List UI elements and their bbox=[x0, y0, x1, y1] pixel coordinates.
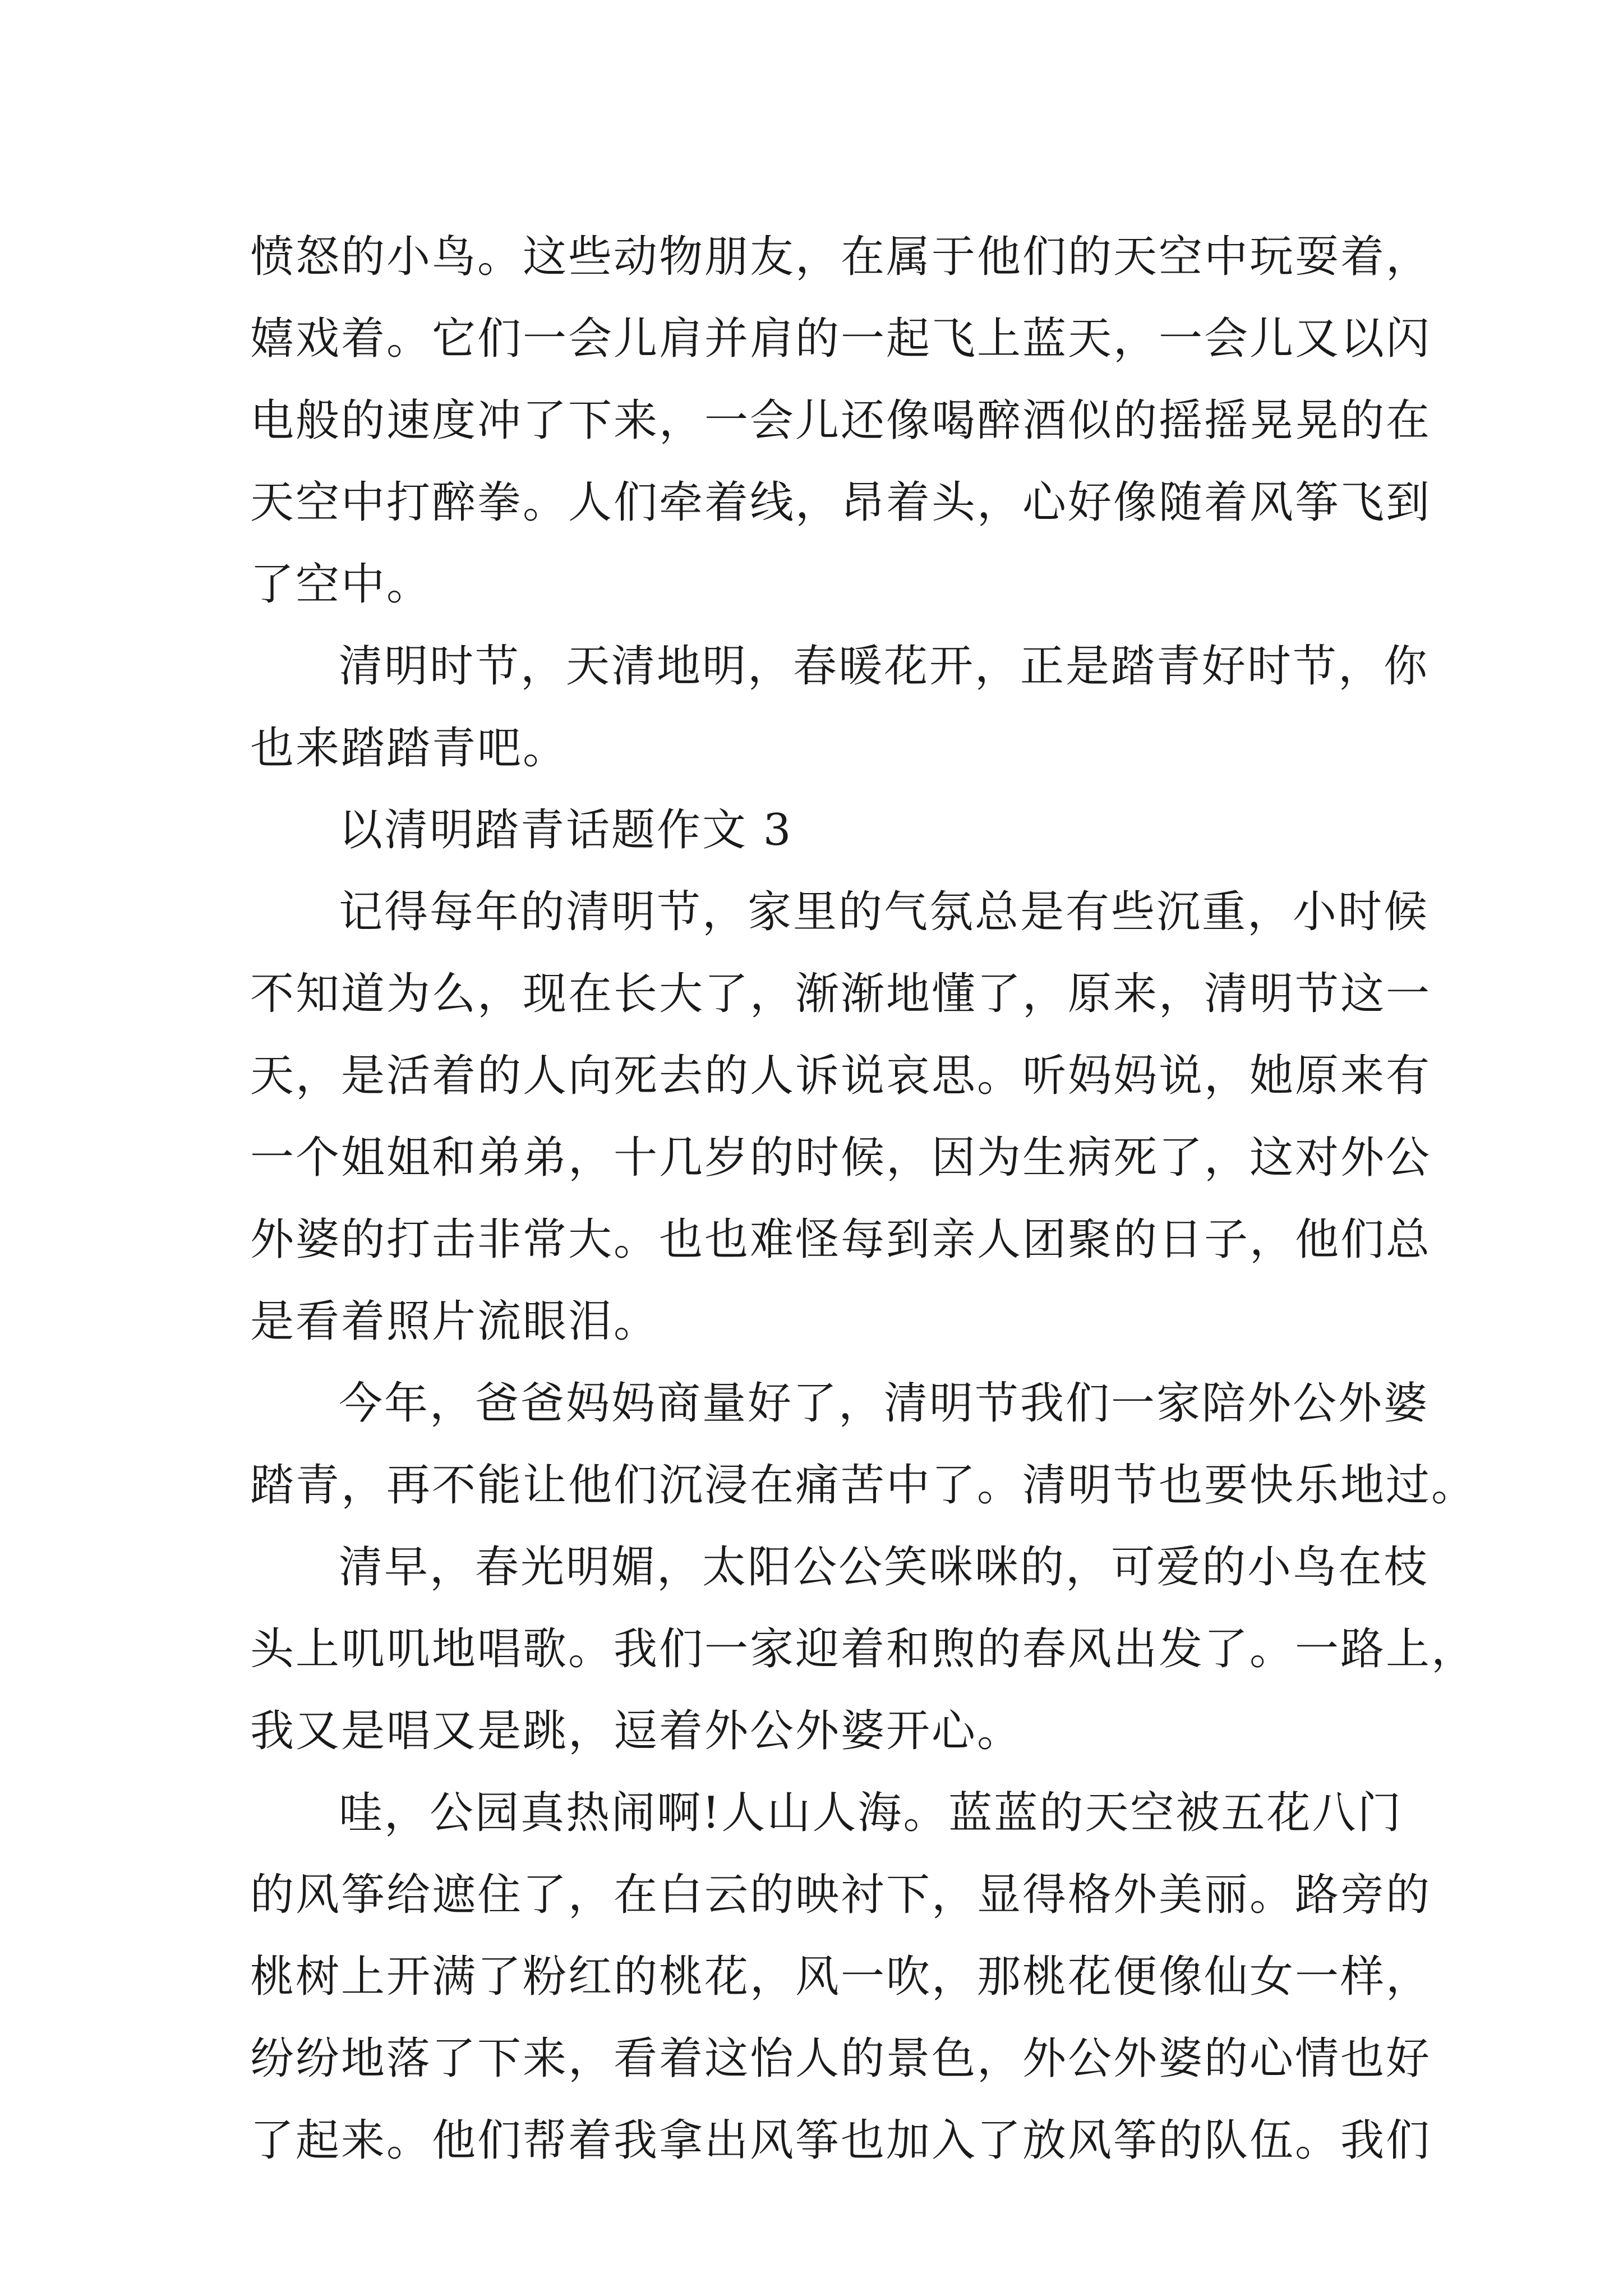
paragraph-first-line: 清明时节，天清地明，春暖花开，正是踏青好时节，你 bbox=[339, 641, 1430, 692]
body-line: 了起来。他们帮着我拿出风筝也加入了放风筝的队伍。我们 bbox=[250, 2115, 1432, 2166]
body-line: 是看着照片流眼泪。 bbox=[250, 1296, 660, 1347]
body-line: 电般的速度冲了下来，一会儿还像喝醉酒似的摇摇晃晃的在 bbox=[250, 395, 1432, 446]
body-line: 我又是唱又是跳，逗着外公外婆开心。 bbox=[250, 1706, 1023, 1756]
paragraph-first-line: 清早，春光明媚，太阳公公笑咪咪的，可爱的小鸟在枝 bbox=[339, 1542, 1430, 1593]
body-line: 踏青，再不能让他们沉浸在痛苦中了。清明节也要快乐地过。 bbox=[250, 1460, 1477, 1511]
body-line: 天，是活着的人向死去的人诉说哀思。听妈妈说，她原来有 bbox=[250, 1051, 1432, 1101]
paragraph-first-line: 今年，爸爸妈妈商量好了，清明节我们一家陪外公外婆 bbox=[339, 1378, 1430, 1429]
body-line: 的风筝给遮住了，在白云的映衬下，显得格外美丽。路旁的 bbox=[250, 1870, 1432, 1920]
paragraph-first-line: 哇，公园真热闹啊!人山人海。蓝蓝的天空被五花八门 bbox=[339, 1788, 1403, 1838]
body-line: 外婆的打击非常大。也也难怪每到亲人团聚的日子，他们总 bbox=[250, 1214, 1432, 1265]
body-line: 了空中。 bbox=[250, 559, 432, 610]
body-line: 也来踏踏青吧。 bbox=[250, 723, 569, 774]
body-line: 纷纷地落了下来，看着这怡人的景色，外公外婆的心情也好 bbox=[250, 2033, 1432, 2084]
body-line: 桃树上开满了粉红的桃花，风一吹，那桃花便像仙女一样， bbox=[250, 1952, 1432, 2002]
body-line: 愤怒的小鸟。这些动物朋友，在属于他们的天空中玩耍着， bbox=[250, 232, 1432, 282]
paragraph-first-line: 记得每年的清明节，家里的气氛总是有些沉重，小时候 bbox=[339, 887, 1430, 937]
section-heading: 以清明踏青话题作文 3 bbox=[339, 805, 793, 855]
body-line: 嬉戏着。它们一会儿肩并肩的一起飞上蓝天，一会儿又以闪 bbox=[250, 314, 1432, 364]
body-line: 一个姐姐和弟弟，十几岁的时候，因为生病死了，这对外公 bbox=[250, 1133, 1432, 1183]
body-line: 不知道为么，现在长大了，渐渐地懂了，原来，清明节这一 bbox=[250, 969, 1432, 1019]
body-line: 头上叽叽地唱歌。我们一家迎着和煦的春风出发了。一路上， bbox=[250, 1624, 1477, 1674]
body-line: 天空中打醉拳。人们牵着线，昂着头，心好像随着风筝飞到 bbox=[250, 477, 1432, 528]
